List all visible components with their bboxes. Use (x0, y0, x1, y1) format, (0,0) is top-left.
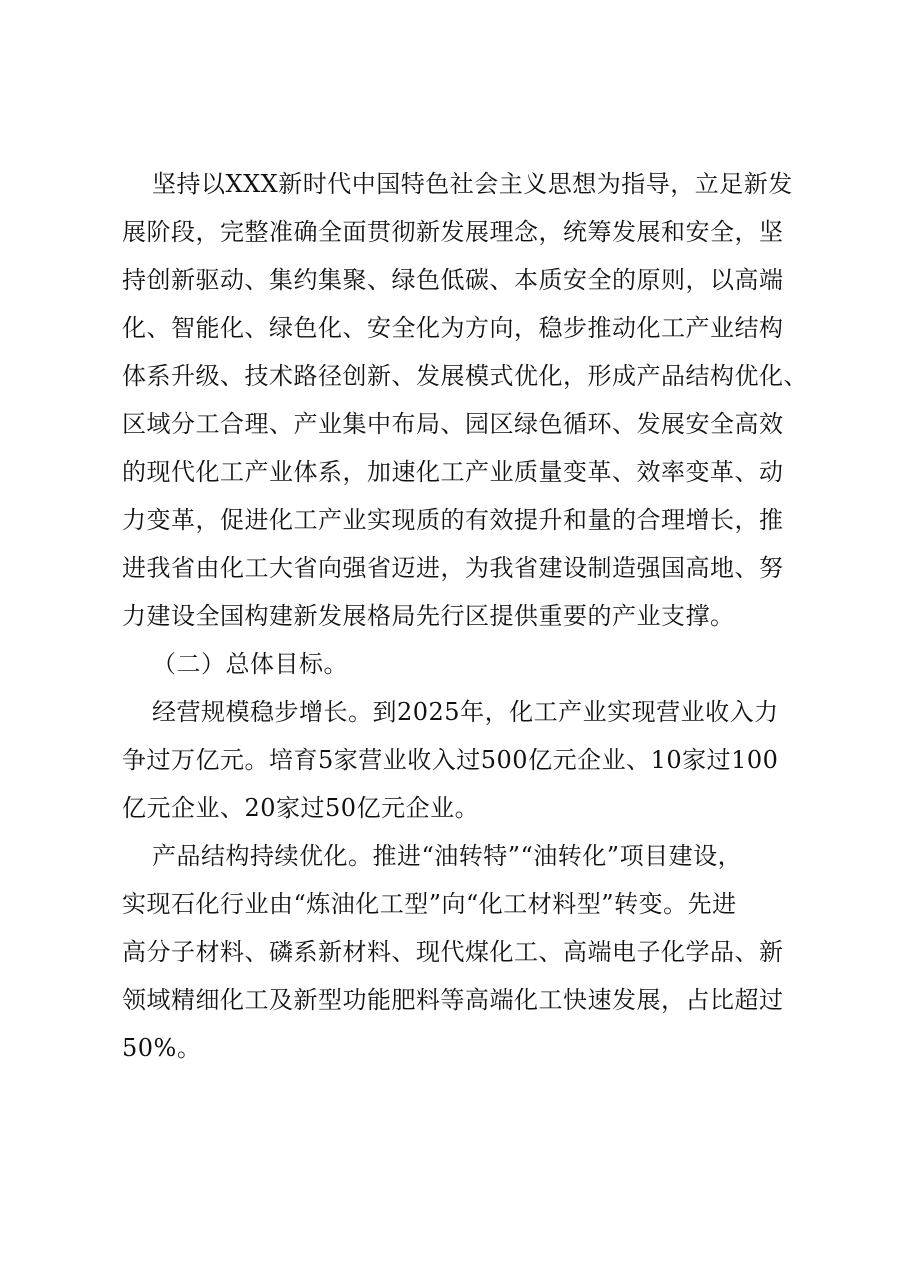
paragraph-3-line-3: 亿元企业、20家过50亿元企业。 (122, 794, 480, 822)
paragraph-1-line-6: 区域分工合理、产业集中布局、园区绿色循环、发展安全高效 (122, 410, 784, 438)
paragraph-4-line-2: 实现石化行业由“炼油化工型”向“化工材料型”转变。先进 (122, 890, 737, 918)
paragraph-1-line-8: 力变革，促进化工产业实现质的有效提升和量的合理增长，推 (122, 506, 784, 534)
paragraph-1-line-5: 体系升级、技术路径创新、发展模式优化，形成产品结构优化、 (122, 362, 808, 390)
paragraph-1-line-9: 进我省由化工大省向强省迈进，为我省建设制造强国高地、努 (122, 554, 784, 582)
paragraph-3-line-2: 争过万亿元。培育5家营业收入过500亿元企业、10家过100 (122, 746, 779, 774)
paragraph-4-line-1: 产品结构持续优化。推进“油转特”“油转化”项目建设， (152, 842, 743, 870)
paragraph-1-line-2: 展阶段，完整准确全面贯彻新发展理念，统筹发展和安全，坚 (122, 218, 784, 246)
paragraph-4-line-4: 领域精细化工及新型功能肥料等高端化工快速发展，占比超过 (122, 986, 784, 1014)
paragraph-1-line-4: 化、智能化、绿色化、安全化为方向，稳步推动化工产业结构 (122, 314, 784, 342)
paragraph-3-line-1: 经营规模稳步增长。到2025年，化工产业实现营业收入力 (152, 698, 779, 726)
section-heading: （二）总体目标。 (152, 650, 348, 678)
paragraph-1-line-10: 力建设全国构建新发展格局先行区提供重要的产业支撑。 (122, 602, 735, 630)
paragraph-4-line-5: 50%。 (122, 1034, 202, 1062)
paragraph-4-line-3: 高分子材料、磷系新材料、现代煤化工、高端电子化学品、新 (122, 938, 784, 966)
paragraph-1-line-7: 的现代化工产业体系，加速化工产业质量变革、效率变革、动 (122, 458, 784, 486)
paragraph-1-line-3: 持创新驱动、集约集聚、绿色低碳、本质安全的原则，以高端 (122, 266, 784, 294)
paragraph-1-line-1: 坚持以XXX新时代中国特色社会主义思想为指导，立足新发 (152, 170, 793, 198)
